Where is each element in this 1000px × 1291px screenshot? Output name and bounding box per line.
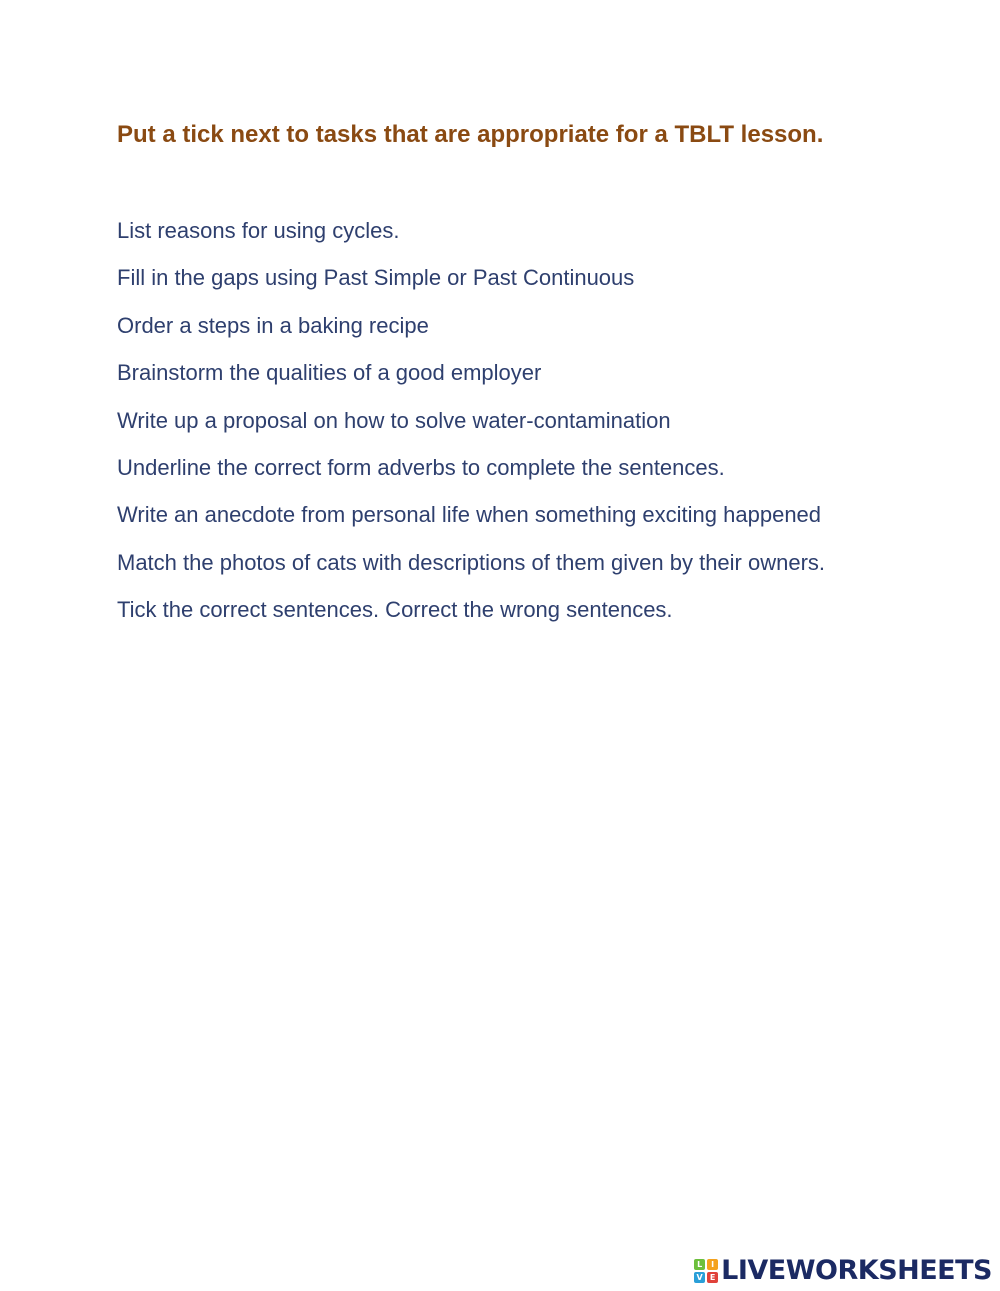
worksheet-title: Put a tick next to tasks that are appropriate for a TBLT lesson. bbox=[117, 121, 824, 148]
task-item: Order a steps in a baking recipe bbox=[117, 312, 429, 338]
logo-tile-e: E bbox=[707, 1272, 718, 1283]
logo-tile-i: I bbox=[707, 1259, 718, 1270]
liveworksheets-branding[interactable] bbox=[694, 1255, 992, 1287]
brand-name: LIVEWORKSHEETS bbox=[721, 1255, 992, 1286]
logo-tile-l: L bbox=[694, 1259, 705, 1270]
task-item: Match the photos of cats with descriptions of them given by their owners. bbox=[117, 549, 826, 575]
task-item: Fill in the gaps using Past Simple or Past Continuous bbox=[117, 265, 635, 291]
liveworksheets-logo-icon bbox=[694, 1259, 718, 1283]
task-item: List reasons for using cycles. bbox=[117, 218, 400, 243]
task-item: Write an anecdote from personal life when something exciting happened bbox=[117, 502, 822, 528]
task-item: Underline the correct form adverbs to complete the sentences. bbox=[117, 454, 725, 480]
task-item: Write up a proposal on how to solve water-contamination bbox=[117, 407, 671, 433]
logo-tile-v: V bbox=[694, 1272, 705, 1283]
task-list bbox=[117, 214, 837, 641]
task-item: Tick the correct sentences. Correct the wrong sentences. bbox=[117, 597, 673, 623]
task-item: Brainstorm the qualities of a good employer bbox=[117, 360, 542, 386]
